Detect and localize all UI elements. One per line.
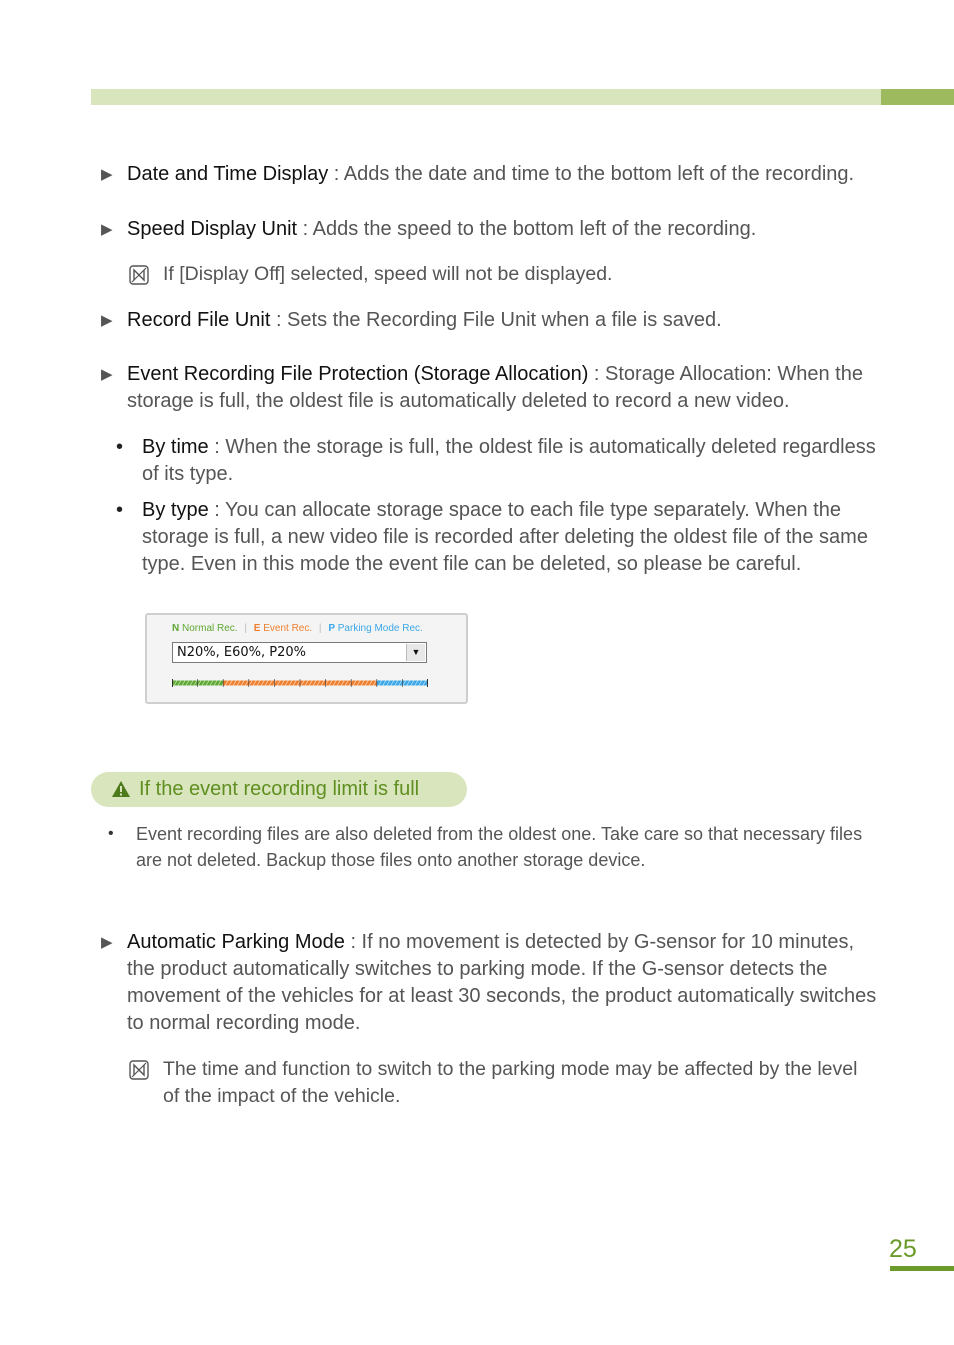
chevron-down-icon[interactable]: ▼ xyxy=(406,644,425,661)
legend-event-letter: E xyxy=(253,623,261,634)
bullet-by-type xyxy=(116,497,876,578)
note-parking xyxy=(129,1056,879,1110)
item-desc: : Storage Allocation: When the storage is full, the oldest file is automatically deleted to record a new video. xyxy=(127,363,863,412)
item-term: Record File Unit xyxy=(127,309,271,331)
allocation-select[interactable] xyxy=(172,642,427,663)
note-icon xyxy=(129,1060,149,1080)
item-term: Event Recording File Protection (Storage Allocation) xyxy=(127,363,589,385)
bullet-dot: • xyxy=(108,825,114,842)
storage-allocation-widget xyxy=(145,613,468,704)
item-speed xyxy=(101,216,881,243)
note-speed xyxy=(129,261,879,288)
caution-header xyxy=(91,772,467,807)
arrow-icon: ▶ xyxy=(101,312,113,329)
item-event-protection xyxy=(101,361,881,415)
caution-bullet xyxy=(108,821,878,873)
bullet-term: By type xyxy=(142,499,209,521)
note-text: If [Display Off] selected, speed will not be displayed. xyxy=(163,263,613,285)
legend-event-label: Event Rec. xyxy=(263,623,313,634)
bullet-by-time xyxy=(116,434,876,488)
bullet-dot: • xyxy=(116,499,124,521)
item-term: Speed Display Unit xyxy=(127,218,298,240)
item-term: Date and Time Display xyxy=(127,163,329,185)
legend-separator: | xyxy=(244,623,247,634)
item-date-time xyxy=(101,161,881,188)
legend-parking-label: Parking Mode Rec. xyxy=(337,623,423,634)
page-number: 25 xyxy=(889,1235,917,1263)
item-record-file xyxy=(101,307,881,334)
bullet-desc: : When the storage is full, the oldest file is automatically deleted regardless of its type. xyxy=(142,436,876,485)
item-desc: : Sets the Recording File Unit when a file is saved. xyxy=(270,309,722,331)
allocation-bar xyxy=(172,679,428,687)
arrow-icon: ▶ xyxy=(101,934,113,951)
arrow-icon: ▶ xyxy=(101,221,113,238)
legend-parking-letter: P xyxy=(328,623,335,634)
arrow-icon: ▶ xyxy=(101,166,113,183)
arrow-icon: ▶ xyxy=(101,366,113,383)
legend-separator: | xyxy=(318,623,322,634)
item-parking-mode xyxy=(101,929,881,1037)
item-desc: : Adds the date and time to the bottom left of the recording. xyxy=(328,163,855,185)
bullet-desc: : You can allocate storage space to each file type separately. When the storage is full, a new video file is recorded after deleting the oldest file of the same type. Even in this mode the event file can be deleted, so please be careful. xyxy=(142,499,868,575)
header-bar-accent xyxy=(881,89,954,105)
legend-normal-label: Normal Rec. xyxy=(182,623,238,634)
item-term: Automatic Parking Mode xyxy=(127,931,345,953)
bullet-term: By time xyxy=(142,436,209,458)
header-bar xyxy=(91,89,881,105)
allocation-legend xyxy=(172,623,423,634)
page-number-underline xyxy=(890,1266,954,1271)
note-text: The time and function to switch to the parking mode may be affected by the level of the impact of the vehicle. xyxy=(163,1058,858,1107)
caution-text: Event recording files are also deleted from the oldest one. Take care so that necessary files are not deleted. Backup those files onto another storage device. xyxy=(136,824,863,870)
legend-normal-letter: N xyxy=(172,623,180,634)
item-desc: : If no movement is detected by G-sensor for 10 minutes, the product automatically switches to parking mode. If the G-sensor detects the movement of the vehicles for at least 30 seconds, the product automatically switches to normal recording mode. xyxy=(127,931,877,1034)
allocation-select-value: N20%, E60%, P20% xyxy=(177,645,306,660)
caution-title: If the event recording limit is full xyxy=(139,778,420,800)
warning-icon xyxy=(111,780,131,798)
item-desc: : Adds the speed to the bottom left of the recording. xyxy=(297,218,757,240)
note-icon xyxy=(129,265,149,285)
bullet-dot: • xyxy=(116,436,124,458)
